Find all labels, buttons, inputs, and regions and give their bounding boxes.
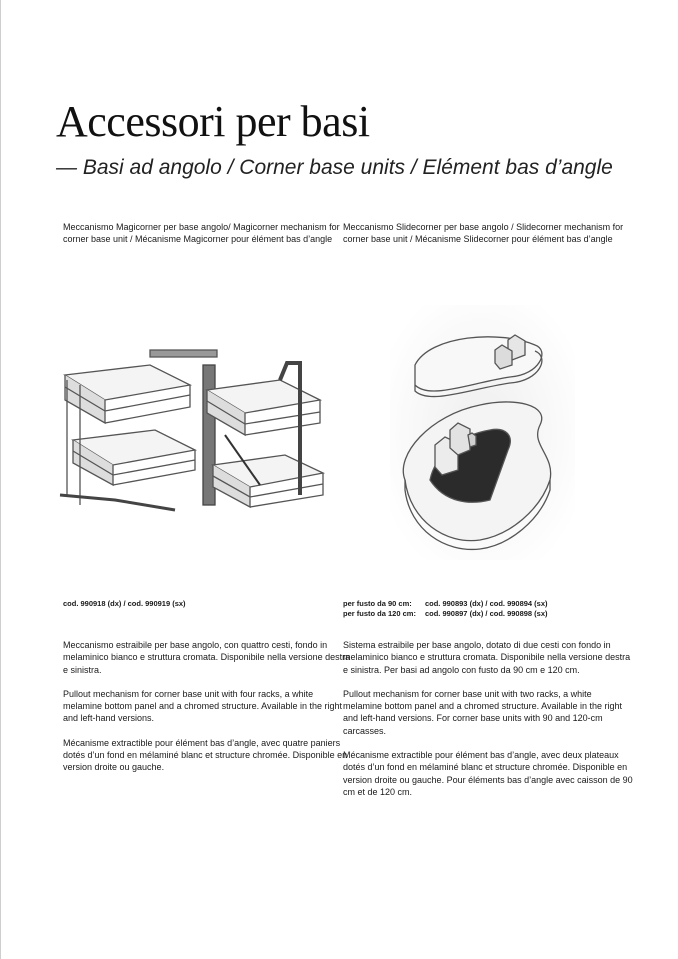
code-label: per fusto da 120 cm: [343, 609, 416, 618]
left-desc-italian: Meccanismo estraibile per base angolo, con quattro cesti, fondo in melaminico bianco e struttura cromata. Disponibile nella versione destra e sinistra. [63, 640, 351, 675]
right-desc-english: Pullout mechanism for corner base unit with two racks, a white melamine bottom panel and a chromed structure. Available in the right and left-hand versions. For corner base units with 90 and 120-cm carcasses. [343, 688, 622, 736]
page-title: Accessori per basi [56, 97, 370, 146]
slidecorner-trays-illustration [390, 305, 575, 560]
left-desc-english: Pullout mechanism for corner base unit with four racks, a white melamine bottom panel and a chromed structure. Available in the right and left-hand versions. [63, 688, 342, 724]
page-subtitle: — Basi ad angolo / Corner base units / Elément bas d’angle [56, 156, 613, 179]
right-product-codes [343, 599, 633, 619]
code-label: per fusto da 90 cm: [343, 599, 412, 608]
code-value: cod. 990897 (dx) / cod. 990898 (sx) [424, 609, 548, 618]
left-product-heading: Meccanismo Magicorner per base angolo/ Magicorner mechanism for corner base unit / Mécanisme Magicorner pour élément bas d’angle [63, 222, 340, 245]
code-table [343, 599, 548, 619]
code-value: cod. 990893 (dx) / cod. 990894 (sx) [424, 599, 548, 608]
right-desc-italian: Sistema estraibile per base angolo, dotato di due cesti con fondo in melaminico bianco e struttura cromata. Disponibile nella versione destra e sinistra. Per basi ad angolo con fusto da 90 cm e 120 cm. [343, 640, 631, 675]
right-desc-french: Mécanisme extractible pour élément bas d’angle, avec deux plateaux dotés d’un fond en mélaminé blanc et structure chromée. Disponible en version droite ou gauche. Pour éléments bas d’angle avec caisson de 90 cm et de 120 cm. [343, 750, 633, 797]
right-product-description [343, 639, 633, 810]
code-row-90 [343, 599, 548, 609]
left-product-code: cod. 990918 (dx) / cod. 990919 (sx) [63, 599, 186, 608]
code-row-120 [343, 609, 548, 619]
right-product-heading: Meccanismo Slidecorner per base angolo / Slidecorner mechanism for corner base unit / Mécanisme Slidecorner pour élément bas d’angle [343, 222, 624, 245]
page-edge-line [0, 0, 1, 959]
left-desc-french: Mécanisme extractible pour élément bas d’angle, avec quatre paniers dotés d’un fond en mélaminé blanc et structure chromée. Disponible en version droite ou gauche. [63, 737, 348, 773]
left-product-description [63, 639, 353, 786]
magicorner-rack-illustration [55, 345, 330, 520]
